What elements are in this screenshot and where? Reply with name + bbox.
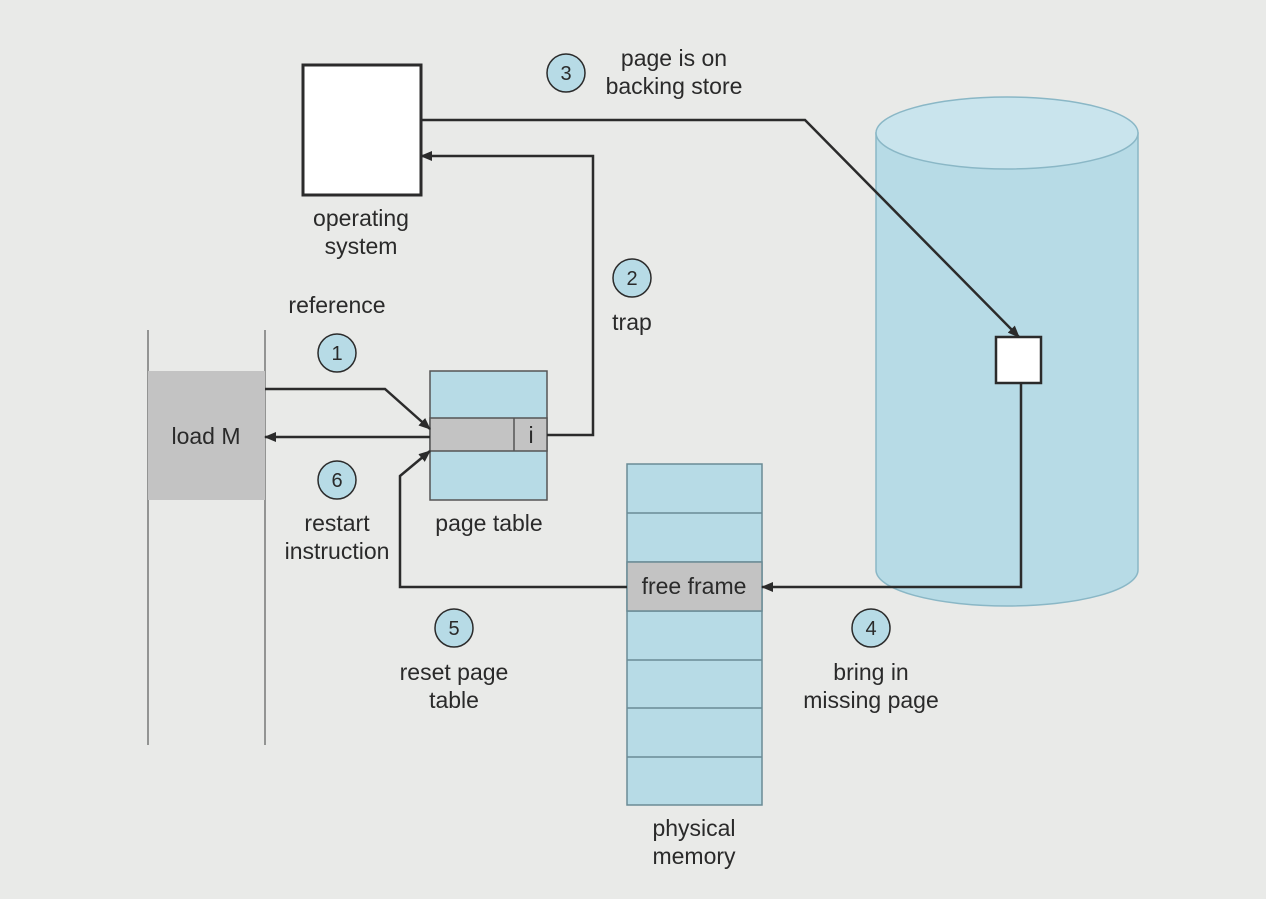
missing-page-block	[996, 337, 1041, 383]
trap-label: trap	[612, 309, 652, 335]
os-label-line2: system	[324, 233, 398, 259]
load-m-label: load M	[171, 423, 241, 449]
os-label-line1: operating	[313, 205, 409, 231]
step-number-4: 4	[865, 618, 877, 640]
step-badge-2	[613, 259, 651, 297]
step-badge-6	[318, 461, 356, 499]
bring-in-label-line2: missing page	[803, 687, 939, 713]
physical-memory-frames	[627, 464, 762, 805]
operating-system-box	[303, 65, 421, 195]
step-number-5: 5	[448, 618, 460, 640]
step-number-6: 6	[331, 470, 343, 492]
step-badge-5	[435, 609, 473, 647]
step-badge-3	[547, 54, 585, 92]
reset-label-line2: table	[429, 687, 479, 713]
step-badge-1	[318, 334, 356, 372]
step-number-1: 1	[331, 343, 343, 365]
physical-memory-label-line2: memory	[652, 843, 736, 869]
step-number-2: 2	[626, 268, 638, 290]
reference-label: reference	[288, 292, 386, 318]
backing-store-label-line1: page is on	[620, 45, 728, 71]
restart-label-line1: restart	[304, 510, 370, 536]
page-table-label: page table	[435, 510, 543, 536]
invalid-bit-label: i	[528, 422, 534, 448]
reset-label-line1: reset page	[399, 659, 509, 685]
step-number-3: 3	[560, 63, 572, 85]
restart-label-line2: instruction	[284, 538, 390, 564]
step-badge-4	[852, 609, 890, 647]
bring-in-label-line1: bring in	[833, 659, 909, 685]
backing-store-label-line2: backing store	[605, 73, 743, 99]
free-frame-label: free frame	[641, 573, 747, 599]
physical-memory-label-line1: physical	[652, 815, 736, 841]
reference-arrow	[265, 389, 430, 429]
